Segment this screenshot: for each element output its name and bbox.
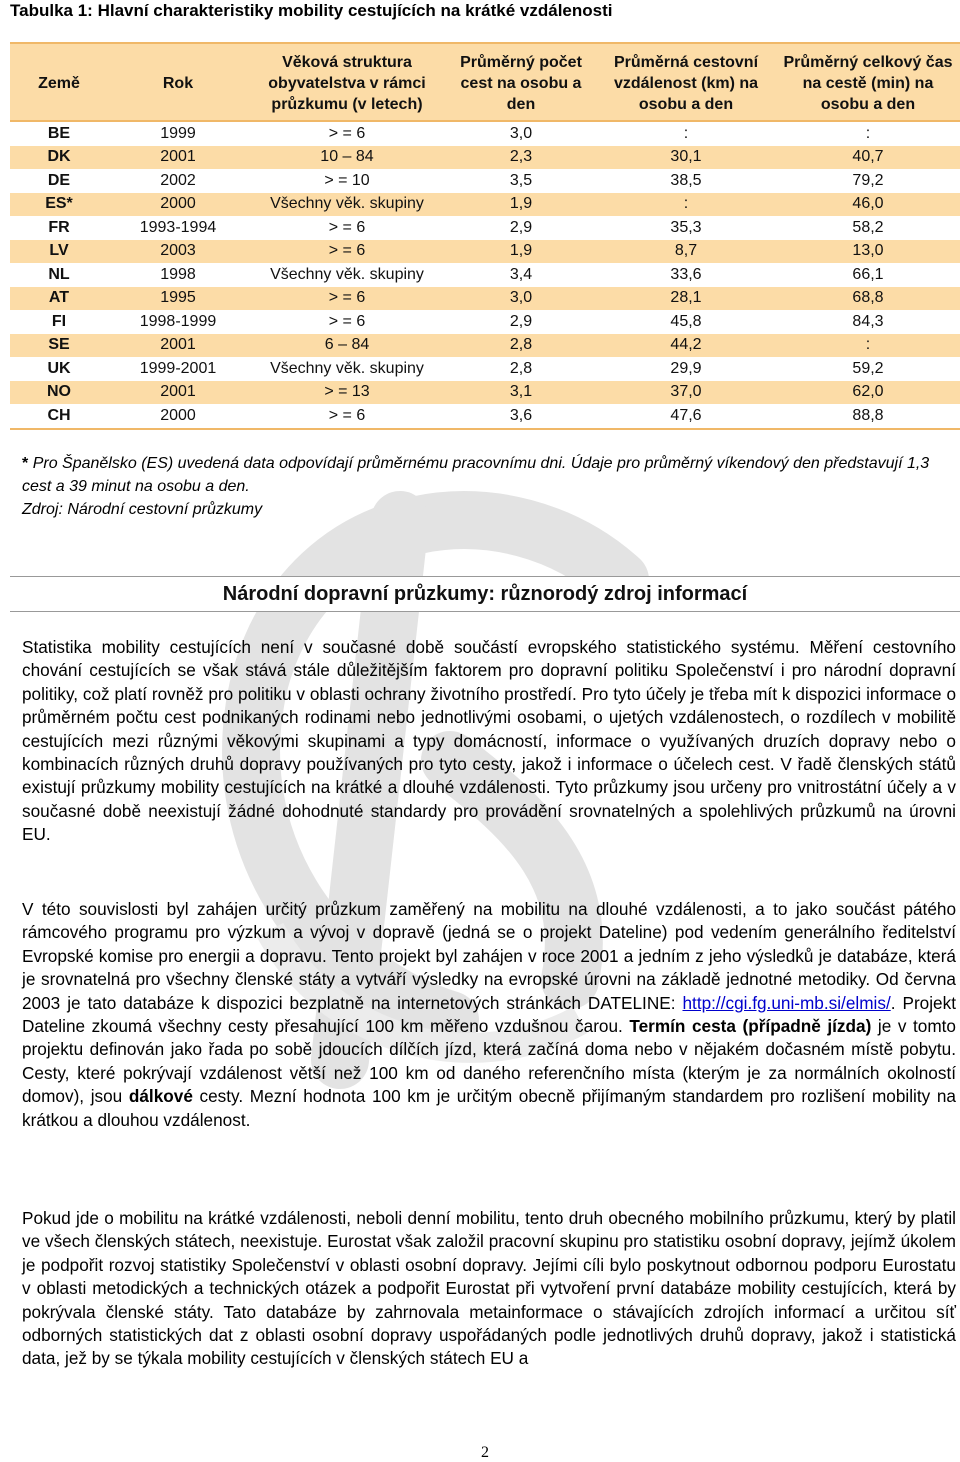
table-row	[10, 240, 960, 264]
cell-distance: :	[683, 124, 689, 142]
cell-distance: 35,3	[670, 218, 702, 236]
cell-time: 66,1	[852, 265, 884, 283]
cell-distance: 38,5	[670, 171, 702, 189]
table-row	[10, 287, 960, 311]
cell-time: 62,0	[776, 381, 960, 405]
table-row	[10, 381, 960, 405]
cell-time: :	[776, 334, 960, 358]
paragraph-3: Pokud jde o mobilitu na krátké vzdálenosti, neboli denní mobilitu, tento druh obecného mobilního průzkumu, který by platil ve všech členských státech, neexistuje. Eurostat však založil pracovní skupinu pro statistiku osobní dopravy, jejímž úkolem je podpořit rozvoj statistiky Společenství v oblasti osobní dopravy. Jejími cíli bylo poskytnout odbornou podporu Eurostatu v oblasti metodických a technických otázek a podpořit Eurostat při vytvoření první databáze mobility cestujících, která by pokrývala členské státy. Tato databáze by zahrnovala metainformace o stávajících zdrojích informací a určitou síť odborných statistických dat z oblasti osobní dopravy uspořádaných podle jednotlivých druhů dopravy, jakož i statistická data, jež by se týkala mobility cestujících v členských státech EU a	[22, 1208, 956, 1369]
cell-year: 1999	[160, 124, 196, 142]
table-row	[10, 216, 960, 240]
cell-trips: 3,0	[509, 124, 533, 142]
header-distance: Průměrná cestovní vzdálenost (km) na osobu a den	[596, 43, 776, 121]
header-age-structure: Věková struktura obyvatelstva v rámci průzkumu (v letech)	[248, 43, 446, 121]
table-row	[10, 310, 960, 334]
cell-age: Všechny věk. skupiny	[270, 359, 424, 377]
table-row	[10, 121, 960, 146]
cell-age: 6 – 84	[248, 334, 446, 358]
cell-time: 40,7	[776, 146, 960, 170]
cell-age: > = 6	[328, 218, 366, 236]
cell-year: 1998-1999	[139, 312, 217, 330]
note-text: Pro Španělsko (ES) uvedená data odpovídají průměrnému pracovnímu dni. Údaje pro průměrný víkendový den představují 1,3 cest a 39 minut na osobu a den.	[22, 455, 930, 495]
cell-distance: 30,1	[596, 146, 776, 170]
cell-year: 2002	[160, 171, 196, 189]
cell-country: NO	[10, 381, 108, 405]
cell-time: :	[865, 124, 871, 142]
paragraph-2-part-b: . Projekt Dateline zkoumá všechny cesty přesahující 100 km měřeno vzdušnou čarou.	[22, 992, 956, 1037]
cell-distance: 28,1	[596, 287, 776, 311]
cell-time: 88,8	[776, 404, 960, 429]
table-row	[10, 404, 960, 429]
cell-year: 1995	[108, 287, 248, 311]
cell-country: CH	[10, 404, 108, 429]
cell-time: 58,2	[852, 218, 884, 236]
header-year: Rok	[108, 43, 248, 121]
caption-title: Hlavní charakteristiky mobility cestujících na krátké vzdálenosti	[97, 1, 613, 20]
cell-country: LV	[10, 240, 108, 264]
cell-age: 10 – 84	[248, 146, 446, 170]
header-trips: Průměrný počet cest na osobu a den	[446, 43, 596, 121]
cell-distance: 33,6	[670, 265, 702, 283]
cell-year: 1993-1994	[139, 218, 217, 236]
note-asterisk: *	[22, 455, 29, 472]
cell-age: > = 13	[248, 381, 446, 405]
cell-trips: 3,4	[509, 265, 533, 283]
cell-country: DE	[47, 171, 71, 189]
cell-distance: 29,9	[670, 359, 702, 377]
cell-trips: 2,3	[446, 146, 596, 170]
cell-age: > = 6	[248, 287, 446, 311]
paragraph-2-part-d: cesty. Mezní hodnota 100 km je určitým obecně přijímaným standardem pro rozlišení mobility na krátkou a dlouhou vzdálenost.	[22, 1086, 956, 1130]
cell-distance: :	[596, 193, 776, 217]
cell-trips: 3,0	[446, 287, 596, 311]
cell-year: 2001	[108, 146, 248, 170]
cell-distance: 45,8	[670, 312, 702, 330]
cell-time: 84,3	[852, 312, 884, 330]
cell-distance: 37,0	[596, 381, 776, 405]
cell-trips: 2,9	[509, 312, 533, 330]
cell-country: AT	[10, 287, 108, 311]
cell-distance: 47,6	[596, 404, 776, 429]
paragraph-2-part-c: je v tomto projektu definován jako řada po sobě jdoucích dílčích jízd, která začíná doma nebo v nějakém dočasném místě pobytu. Cesty, které pokrývají vzdálenost větší než 100 km od daného referenčního místa (kterým je za normálních okolností domov), jsou	[22, 1016, 956, 1107]
cell-country: FI	[51, 312, 67, 330]
table-row	[10, 146, 960, 170]
cell-age: > = 10	[324, 171, 370, 189]
cell-trips: 3,1	[446, 381, 596, 405]
cell-year: 2000	[108, 404, 248, 429]
cell-country: ES*	[10, 193, 108, 217]
cell-country: UK	[47, 359, 71, 377]
table-row	[10, 334, 960, 358]
cell-time: 46,0	[776, 193, 960, 217]
table-row	[10, 193, 960, 217]
paragraph-2	[22, 898, 956, 1132]
table-row	[10, 169, 960, 193]
cell-year: 1998	[160, 265, 196, 283]
term-long-distance-bold: dálkové	[128, 1086, 193, 1107]
cell-country: DK	[10, 146, 108, 170]
cell-country: SE	[10, 334, 108, 358]
cell-year: 2000	[108, 193, 248, 217]
cell-year: 1999-2001	[139, 359, 217, 377]
cell-trips: 2,8	[446, 334, 596, 358]
note-source: Zdroj: Národní cestovní průzkumy	[22, 501, 263, 518]
table-row	[10, 263, 960, 287]
cell-time: 13,0	[776, 240, 960, 264]
header-country: Země	[10, 43, 108, 121]
mobility-table	[10, 42, 960, 430]
section-heading: Národní dopravní průzkumy: různorodý zdroj informací	[222, 583, 748, 605]
cell-age: Všechny věk. skupiny	[248, 193, 446, 217]
cell-time: 79,2	[852, 171, 884, 189]
cell-age: > = 6	[248, 404, 446, 429]
table-caption	[10, 0, 950, 22]
cell-country: FR	[48, 218, 70, 236]
cell-trips: 3,6	[446, 404, 596, 429]
section-heading-box	[10, 576, 960, 612]
table-body	[10, 121, 960, 429]
table-row	[10, 357, 960, 381]
cell-year: 2001	[108, 381, 248, 405]
cell-year: 2003	[108, 240, 248, 264]
table-note	[22, 452, 952, 521]
cell-year: 2001	[108, 334, 248, 358]
paragraph-1: Statistika mobility cestujících není v současné době součástí evropského statistického systému. Měření cestovního chování cestujících se však stává stále důležitějším faktorem pro dopravní politiku Společenství i pro národní dopravní politiky, což platí rovněž pro politiku v oblasti ochrany životního prostředí. Pro tyto účely je třeba mít k dispozici informace o průměrném počtu cest podnikaných rodinami nebo jednotlivými osobami, o ujetých vzdálenostech, o rozdílech v mobilitě cestujících mezi různými věkovými skupinami a typy domácností, informace o využívaných druzích dopravy nebo o kombinacích různých druhů dopravy používaných pro tyto cesty, jakož i informace o účelech cest. V řadě členských států existují průzkumy mobility cestujících na krátké a dlouhé vzdálenosti. Tyto průzkumy jsou určeny pro vnitrostátní účely a v současné době neexistují žádné dohodnuté standardy pro provádění srovnatelných a spolehlivých průzkumů na úrovni EU.	[22, 637, 956, 845]
cell-country: BE	[47, 124, 71, 142]
cell-time: 59,2	[852, 359, 884, 377]
dateline-link[interactable]: http://cgi.fg.uni-mb.si/elmis/	[682, 992, 891, 1013]
paragraph-2-part-a: V této souvislosti byl zahájen určitý průzkum zaměřený na mobilitu na dlouhé vzdálenosti, a to jako součást pátého rámcového programu pro výzkum a vývoj v dopravě (jedná se o projekt Dateline) pod vedením generálního ředitelství Evropské komise pro energii a dopravu. Tento projekt byl zahájen v roce 2001 a jedním z jeho výsledků je databáze, která je srovnatelná pro všechny členské státy a vytváří výsledky na evropské úrovni na základě jednotné metodiky. Od června 2003 je tato databáze k dispozici bezplatně na internetových stránkách DATELINE:	[22, 899, 956, 1013]
cell-time: 68,8	[776, 287, 960, 311]
table-header-row	[10, 43, 960, 121]
term-trip-bold: Termín cesta (případně jízda)	[629, 1016, 872, 1037]
cell-trips: 2,9	[509, 218, 533, 236]
cell-country: NL	[48, 265, 70, 283]
cell-age: > = 6	[328, 124, 366, 142]
page-number: 2	[481, 1444, 489, 1461]
cell-trips: 1,9	[446, 240, 596, 264]
cell-trips: 3,5	[509, 171, 533, 189]
cell-distance: 8,7	[596, 240, 776, 264]
cell-age: Všechny věk. skupiny	[270, 265, 424, 283]
cell-age: > = 6	[328, 312, 366, 330]
cell-age: > = 6	[248, 240, 446, 264]
cell-trips: 1,9	[446, 193, 596, 217]
cell-distance: 44,2	[596, 334, 776, 358]
caption-number: Tabulka 1:	[10, 1, 93, 20]
header-time: Průměrný celkový čas na cestě (min) na osobu a den	[776, 43, 960, 121]
cell-trips: 2,8	[509, 359, 533, 377]
